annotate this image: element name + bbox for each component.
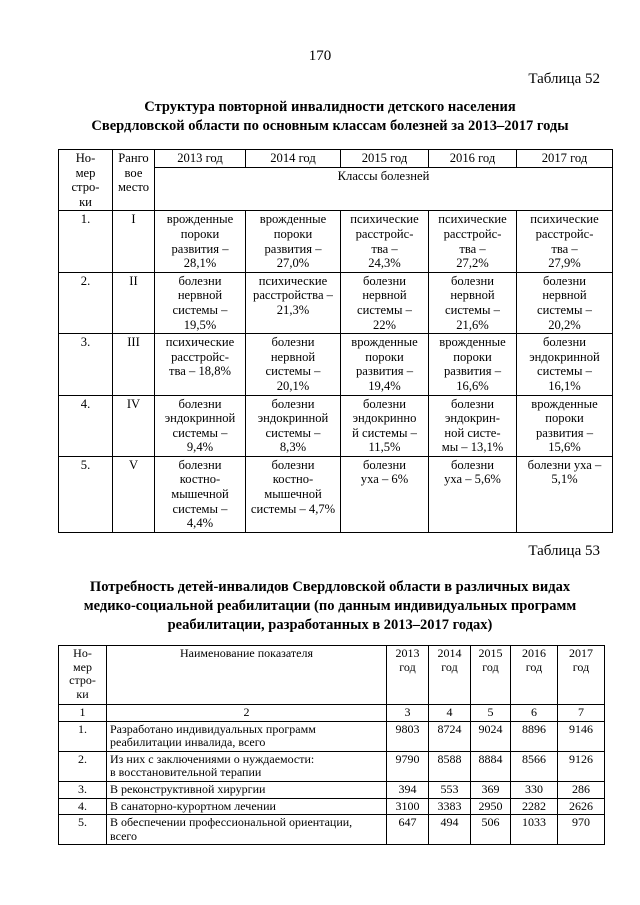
value-cell: 330 (511, 781, 558, 798)
value-cell: 369 (471, 781, 511, 798)
column-number-cell: 5 (471, 705, 511, 722)
disease-class-cell: болезни нервной системы – 19,5% (155, 272, 246, 333)
table-row (59, 395, 613, 456)
value-cell: 394 (387, 781, 429, 798)
column-number-cell: 2 (107, 705, 387, 722)
value-cell: 494 (429, 815, 471, 845)
value-cell: 1033 (511, 815, 558, 845)
disease-class-cell: врожденные пороки развития – 27,0% (246, 211, 341, 272)
disease-class-cell: психические расстройс- тва – 27,2% (429, 211, 517, 272)
header-year: 2014 год (246, 150, 341, 168)
header-disease-classes: Классы болезней (155, 168, 613, 211)
value-cell: 8896 (511, 721, 558, 751)
value-cell: 647 (387, 815, 429, 845)
value-cell: 9146 (558, 721, 605, 751)
indicator-name-cell: В санаторно-курортном лечении (107, 798, 387, 815)
value-cell: 506 (471, 815, 511, 845)
disease-class-cell: болезни уха – 6% (341, 456, 429, 532)
table-row (59, 781, 605, 798)
disease-class-cell: болезни нервной системы – 22% (341, 272, 429, 333)
header-year: 2017 год (558, 646, 605, 705)
table-row (59, 334, 613, 395)
rank-cell: V (113, 456, 155, 532)
header-row-number: Но- мер стро- ки (59, 646, 107, 705)
rank-cell: IV (113, 395, 155, 456)
column-numbers-row (59, 705, 605, 722)
value-cell: 3100 (387, 798, 429, 815)
table-row (59, 721, 605, 751)
disease-class-cell: психические расстройства – 21,3% (246, 272, 341, 333)
indicator-name-cell: В обеспечении профессиональной ориентации, всего (107, 815, 387, 845)
value-cell: 970 (558, 815, 605, 845)
value-cell: 8724 (429, 721, 471, 751)
disease-class-cell: болезни нервной системы – 21,6% (429, 272, 517, 333)
header-year: 2016 год (429, 150, 517, 168)
disease-class-cell: болезни нервной системы – 20,1% (246, 334, 341, 395)
rank-cell: I (113, 211, 155, 272)
disease-class-cell: психические расстройс- тва – 18,8% (155, 334, 246, 395)
column-number-cell: 1 (59, 705, 107, 722)
indicator-name-cell: В реконструктивной хирургии (107, 781, 387, 798)
page-number: 170 (308, 48, 332, 64)
header-year: 2015 год (471, 646, 511, 705)
disease-class-cell: болезни эндокринной системы – 8,3% (246, 395, 341, 456)
table-row (59, 751, 605, 781)
row-number-cell: 4. (59, 798, 107, 815)
table-row (59, 456, 613, 532)
row-number-cell: 1. (59, 211, 113, 272)
header-year: 2014 год (429, 646, 471, 705)
header-indicator-name: Наименование показателя (107, 646, 387, 705)
row-number-cell: 4. (59, 395, 113, 456)
row-number-cell: 5. (59, 815, 107, 845)
row-number-cell: 3. (59, 781, 107, 798)
disability-structure-table (58, 149, 613, 533)
table-row (59, 211, 613, 272)
row-number-cell: 5. (59, 456, 113, 532)
table-52-title-line: Свердловской области по основным классам болезней за 2013–2017 годы (91, 118, 569, 134)
header-year: 2016 год (511, 646, 558, 705)
table-53-title-line: Потребность детей-инвалидов Свердловской области в различных видах (89, 579, 571, 595)
table-53-title (50, 578, 610, 635)
value-cell: 8566 (511, 751, 558, 781)
rehabilitation-needs-table (58, 645, 605, 845)
column-number-cell: 4 (429, 705, 471, 722)
rank-cell: III (113, 334, 155, 395)
disease-class-cell: болезни костно- мышечной системы – 4,7% (246, 456, 341, 532)
table-53-title-line: реабилитации, разработанных в 2013–2017 годах) (167, 617, 493, 633)
value-cell: 9126 (558, 751, 605, 781)
disease-class-cell: болезни эндокрин- ной систе- мы – 13,1% (429, 395, 517, 456)
value-cell: 286 (558, 781, 605, 798)
value-cell: 8588 (429, 751, 471, 781)
table-row (59, 815, 605, 845)
table-52-label: Таблица 52 (528, 71, 600, 87)
disease-class-cell: болезни костно- мышечной системы – 4,4% (155, 456, 246, 532)
value-cell: 2950 (471, 798, 511, 815)
disease-class-cell: болезни нервной системы – 20,2% (517, 272, 613, 333)
indicator-name-cell: Разработано индивидуальных программ реабилитации инвалида, всего (107, 721, 387, 751)
disease-class-cell: болезни эндокринно й системы – 11,5% (341, 395, 429, 456)
disease-class-cell: болезни уха – 5,6% (429, 456, 517, 532)
disease-class-cell: болезни эндокринной системы – 9,4% (155, 395, 246, 456)
disease-class-cell: болезни эндокринной системы – 16,1% (517, 334, 613, 395)
table-row (59, 798, 605, 815)
header-year: 2015 год (341, 150, 429, 168)
column-number-cell: 3 (387, 705, 429, 722)
disease-class-cell: врожденные пороки развития – 16,6% (429, 334, 517, 395)
value-cell: 2626 (558, 798, 605, 815)
value-cell: 8884 (471, 751, 511, 781)
disease-class-cell: врожденные пороки развития – 19,4% (341, 334, 429, 395)
disease-class-cell: врожденные пороки развития – 15,6% (517, 395, 613, 456)
header-row-number: Но- мер стро- ки (59, 150, 113, 211)
table-52-title (50, 98, 610, 136)
header-year: 2013 год (155, 150, 246, 168)
disease-class-cell: психические расстройс- тва – 24,3% (341, 211, 429, 272)
rank-cell: II (113, 272, 155, 333)
column-number-cell: 7 (558, 705, 605, 722)
header-year: 2013 год (387, 646, 429, 705)
value-cell: 9803 (387, 721, 429, 751)
disease-class-cell: болезни уха – 5,1% (517, 456, 613, 532)
column-number-cell: 6 (511, 705, 558, 722)
value-cell: 9790 (387, 751, 429, 781)
value-cell: 9024 (471, 721, 511, 751)
table-row (59, 272, 613, 333)
row-number-cell: 1. (59, 721, 107, 751)
table-53-title-line: медико-социальной реабилитации (по данным индивидуальных программ (83, 598, 577, 614)
disease-class-cell: врожденные пороки развития – 28,1% (155, 211, 246, 272)
table-53-label: Таблица 53 (528, 543, 600, 559)
table-52-title-line: Структура повторной инвалидности детского населения (144, 99, 516, 115)
header-rank: Ранго вое место (113, 150, 155, 211)
value-cell: 2282 (511, 798, 558, 815)
row-number-cell: 2. (59, 272, 113, 333)
row-number-cell: 3. (59, 334, 113, 395)
row-number-cell: 2. (59, 751, 107, 781)
value-cell: 553 (429, 781, 471, 798)
header-year: 2017 год (517, 150, 613, 168)
value-cell: 3383 (429, 798, 471, 815)
disease-class-cell: психические расстройс- тва – 27,9% (517, 211, 613, 272)
indicator-name-cell: Из них с заключениями о нуждаемости: в восстановительной терапии (107, 751, 387, 781)
